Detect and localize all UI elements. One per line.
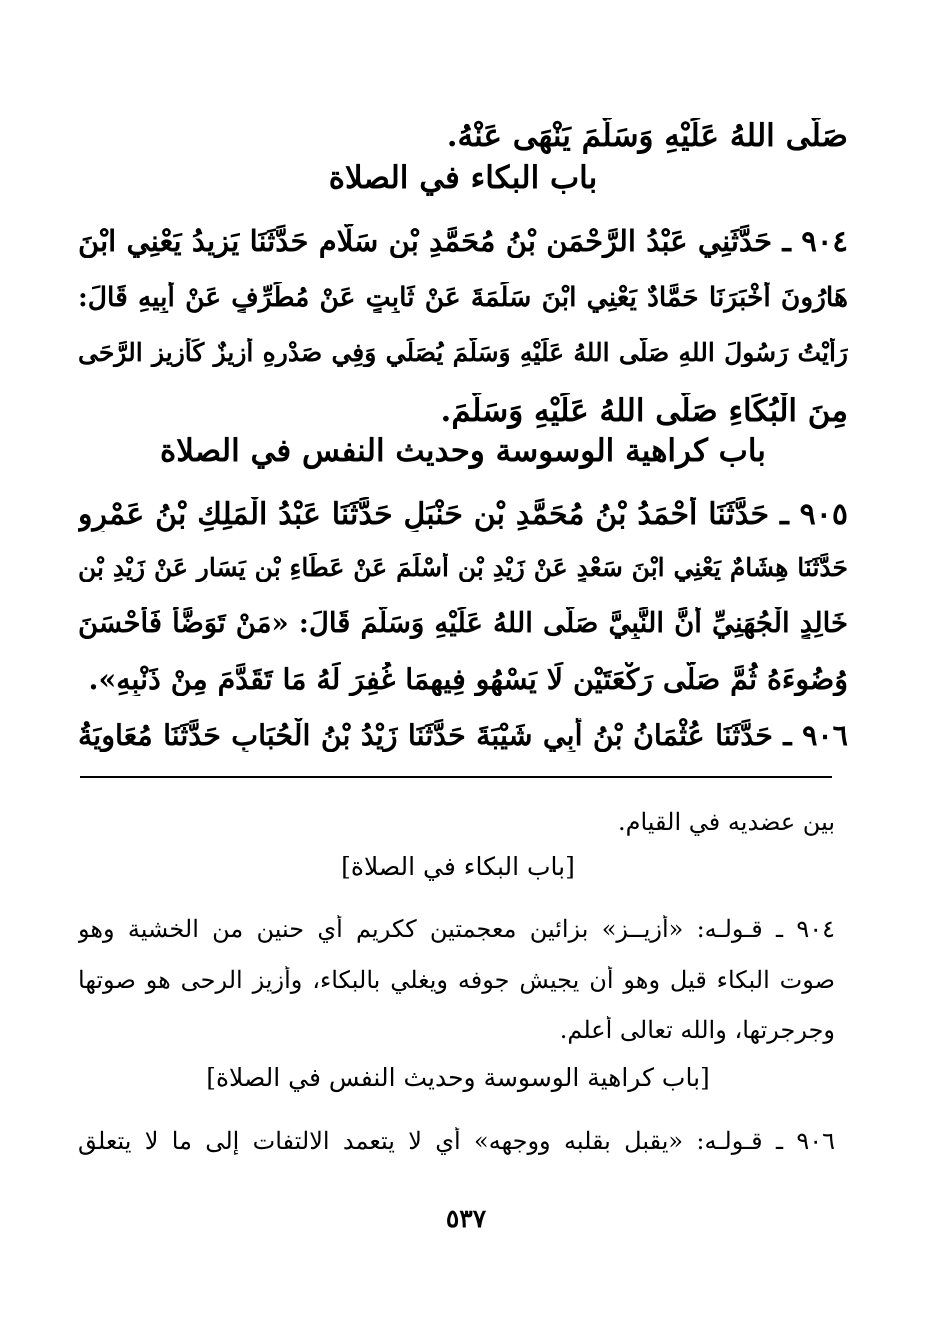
main-text-line: ٩٠٦ ـ حَدَّثَنَا عُثْمَانُ بْنُ أَبِي شَيْبَةَ حَدَّثَنَا زَيْدُ بْنُ الْحُبَابِ حَدَّثَنَا مُعَاوِيَةُ: [78, 718, 848, 752]
note-line: صوت البكاء قيل وهو أن يجيش جوفه ويغلي بالبكاء، وأزيز الرحى هو صوتها: [78, 966, 835, 994]
note-line: ٩٠٤ ـ قـولـه: «أزيــز» بزائين معجمتين ككريم أي حنين من الخشية وهو: [78, 915, 835, 943]
note-line: بين عضديه في القيام.: [618, 808, 835, 836]
chapter-heading: باب كراهية الوسوسة وحديث النفس في الصلاة: [160, 433, 766, 469]
main-text-line: مِنَ الْبُكَاءِ صَلَّى اللهُ عَلَيْهِ وَسَلَّمَ.: [440, 393, 848, 429]
chapter-heading: باب البكاء في الصلاة: [328, 160, 598, 196]
main-text-line: خَالِدٍ الْجُهَنِيِّ أَنَّ النَّبِيَّ صَلَّى اللهُ عَلَيْهِ وَسَلَّمَ قَالَ: «مَنْ تَوَضَّأَ فَأَحْسَنَ: [78, 607, 848, 639]
note-line: ٩٠٦ ـ قـولـه: «يقبل بقلبه ووجهه» أي لا يتعمد الالتفات إلى ما لا يتعلق: [78, 1127, 835, 1155]
main-text-line: صَلَّى اللهُ عَلَيْهِ وَسَلَّمَ يَنْهَى عَنْهُ.: [446, 118, 848, 154]
note-heading: [باب البكاء في الصلاة]: [341, 852, 575, 881]
main-text-line: وُضُوءَهُ ثُمَّ صَلَّى رَكْعَتَيْنِ لَا يَسْهُو فِيهِمَا غُفِرَ لَهُ مَا تَقَدَّمَ مِنْ ذَنْبِهِ».: [88, 662, 848, 696]
page-number: ٥٣٧: [445, 1204, 487, 1233]
note-heading: [باب كراهية الوسوسة وحديث النفس في الصلاة]: [206, 1063, 710, 1092]
main-text-line: هَارُونَ أَخْبَرَنَا حَمَّادٌ يَعْنِي ابْنَ سَلَمَةَ عَنْ ثَابِتٍ عَنْ مُطَرِّفٍ عَنْ أَبِيهِ قَالَ:: [78, 282, 848, 313]
footnote-separator: [80, 776, 832, 778]
main-text-line: رَأَيْتُ رَسُولَ اللهِ صَلَّى اللهُ عَلَيْهِ وَسَلَّمَ يُصَلِّي وَفِي صَدْرِهِ أَزِيزٌ كَأَزِيزِ الرَّحَى: [78, 338, 848, 367]
note-line: وجرجرتها، والله تعالى أعلم.: [559, 1016, 835, 1044]
main-text-line: ٩٠٤ ـ حَدَّثَنِي عَبْدُ الرَّحْمَنِ بْنُ مُحَمَّدِ بْنِ سَلَّامٍ حَدَّثَنَا يَزِيدُ يَعْنِي ابْنَ: [78, 224, 848, 258]
main-text-line: حَدَّثَنَا هِشَامٌ يَعْنِي ابْنَ سَعْدٍ عَنْ زَيْدِ بْنِ أَسْلَمَ عَنْ عَطَاءِ بْنِ يَسَارٍ عَنْ زَيْدِ بْنِ: [78, 553, 848, 582]
main-text-line: ٩٠٥ ـ حَدَّثَنَا أَحْمَدُ بْنُ مُحَمَّدِ بْنِ حَنْبَلٍ حَدَّثَنَا عَبْدُ الْمَلِكِ بْنُ عَمْرٍو: [78, 497, 848, 532]
